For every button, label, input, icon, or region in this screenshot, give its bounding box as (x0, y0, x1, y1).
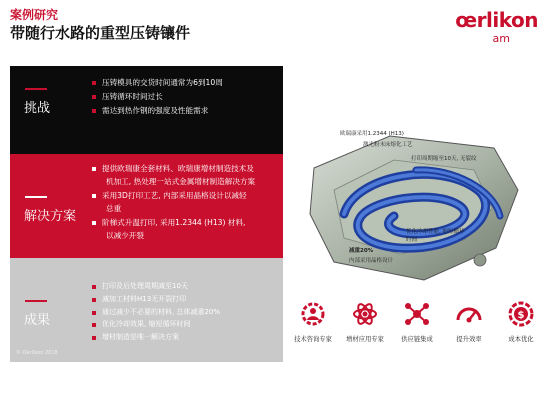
oerlikon-logo-sub: am (492, 32, 510, 45)
gear-user-icon (299, 300, 327, 328)
callout-weight: 减重20% (349, 248, 374, 254)
list-item-continuation: 以减少开裂 (106, 231, 144, 241)
capability-efficiency (442, 300, 496, 343)
dollar-gear-icon (507, 300, 535, 328)
capability-label: 增材应用专家 (346, 336, 384, 343)
solution-section (10, 154, 283, 258)
callout-cooling: 优化冷却性能, 缩短循环时间 (406, 229, 465, 243)
capability-icon-row (286, 300, 548, 370)
list-item: 打印及后处理周期减至10天 (92, 280, 279, 293)
callout-lattice: 内部采用晶格设计 (349, 258, 394, 264)
challenge-section (10, 66, 283, 154)
capability-am-expert (338, 300, 392, 343)
callout-material: 欧瑞康采用1.2344 (H13) (340, 131, 404, 137)
list-item-continuation: 总重 (106, 204, 122, 214)
list-item: 压铸循环时间过长 (92, 90, 279, 104)
challenge-list (92, 76, 279, 118)
results-list (92, 280, 279, 344)
list-item: 增材制造是唯一解决方案 (92, 331, 279, 344)
section-label: 挑战 (24, 101, 51, 116)
atom-icon (351, 300, 379, 328)
capability-label: 供应链集成 (401, 336, 433, 343)
capability-label: 技术咨询专家 (294, 336, 332, 343)
results-section (10, 258, 283, 362)
die-cast-insert-image (304, 130, 528, 290)
capability-label: 成本优化 (508, 336, 534, 343)
section-marker (25, 300, 47, 302)
section-label: 解决方案 (24, 209, 77, 224)
capability-label: 提升效率 (456, 336, 482, 343)
callout-print: 打印周期缩至10天, 无裂纹 (411, 156, 477, 162)
capability-cost (494, 300, 548, 343)
list-item: 通过减少不必要的材料, 总体减重20% (92, 306, 279, 319)
list-item: 减加工材料H13无开裂打印 (92, 293, 279, 306)
case-study-label: 案例研究 (10, 8, 59, 22)
list-item: 需达到热作钢的强度及性能需求 (92, 104, 279, 118)
svg-text:$: $ (517, 310, 525, 321)
list-item: 压铸模具的交货时间通常为6到10周 (92, 76, 279, 90)
list-item: 提供欧瑞康全套材料、欧瑞康增材制造技术及 (92, 162, 279, 175)
copyright-footer: © Oerlikon 2018 (16, 350, 58, 356)
section-marker (25, 88, 47, 90)
list-item: 优化冷却效果, 缩短循环时间 (92, 318, 279, 331)
solution-list (92, 162, 279, 242)
section-marker (25, 196, 47, 198)
network-icon (403, 300, 431, 328)
callout-process: 激光粉末床熔化工艺 (363, 142, 413, 148)
page-title: 带随行水路的重型压铸镶件 (10, 24, 191, 42)
list-item-continuation: 机加工, 热处理一站式金属增材制造解决方案 (106, 177, 256, 187)
speedometer-icon (455, 300, 483, 328)
capability-supply-chain (390, 300, 444, 343)
oerlikon-logo: œrlikon (455, 8, 538, 32)
section-label: 成果 (24, 313, 51, 328)
list-item: 采用3D打印工艺, 内部采用晶格设计以减轻 (92, 189, 279, 202)
capability-tech-consulting (286, 300, 340, 343)
list-item: 阶梯式升温打印, 采用1.2344 (H13) 材料, (92, 216, 279, 229)
